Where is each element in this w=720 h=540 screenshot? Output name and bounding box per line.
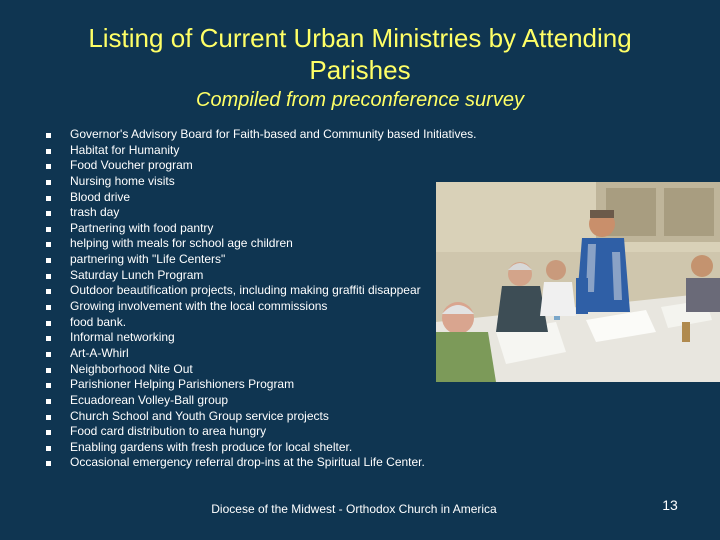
list-item (40, 409, 476, 425)
square-bullet-icon (46, 368, 51, 373)
list-item-text: Parishioner Helping Parishioners Program (70, 377, 295, 392)
list-item-text: food bank. (70, 314, 127, 329)
page-number: 13 (662, 497, 678, 513)
list-item-text: Ecuadorean Volley-Ball group (70, 392, 229, 407)
list-item (40, 377, 476, 393)
list-item-text: helping with meals for school age children (70, 236, 293, 251)
slide-title: Listing of Current Urban Ministries by Attending Parishes (88, 23, 632, 85)
list-item-text: trash day (70, 205, 120, 220)
list-item (40, 440, 476, 456)
square-bullet-icon (46, 289, 51, 294)
list-item (40, 268, 476, 284)
square-bullet-icon (46, 336, 51, 341)
list-item (40, 330, 476, 346)
list-item (40, 393, 476, 409)
list-item (40, 252, 476, 268)
list-item (40, 174, 476, 190)
square-bullet-icon (46, 399, 51, 404)
list-item-text: Blood drive (70, 189, 131, 204)
slide-footer: Diocese of the Midwest - Orthodox Church in America (211, 502, 497, 516)
square-bullet-icon (46, 274, 51, 279)
list-item-text: Art-A-Whirl (70, 345, 129, 360)
square-bullet-icon (46, 133, 51, 138)
list-item (40, 283, 476, 299)
list-item-text: Outdoor beautification projects, including making graffiti disappear (70, 283, 421, 298)
square-bullet-icon (46, 258, 51, 263)
list-item (40, 127, 476, 143)
list-item (40, 221, 476, 237)
list-item-text: Food Voucher program (70, 158, 193, 173)
list-item-text: Informal networking (70, 330, 175, 345)
list-item-text: Enabling gardens with fresh produce for local shelter. (70, 439, 353, 454)
list-item-text: Neighborhood Nite Out (70, 361, 193, 376)
square-bullet-icon (46, 461, 51, 466)
list-item-text: Growing involvement with the local commissions (70, 299, 328, 314)
list-item (40, 236, 476, 252)
list-item (40, 158, 476, 174)
square-bullet-icon (46, 196, 51, 201)
square-bullet-icon (46, 180, 51, 185)
list-item-text: Governor's Advisory Board for Faith-based and Community based Initiatives. (70, 127, 477, 141)
square-bullet-icon (46, 211, 51, 216)
square-bullet-icon (46, 446, 51, 451)
list-item (40, 362, 476, 378)
square-bullet-icon (46, 430, 51, 435)
square-bullet-icon (46, 352, 51, 357)
list-item (40, 190, 476, 206)
list-item (40, 299, 476, 315)
list-item-text: Nursing home visits (70, 173, 175, 188)
list-item-text: Saturday Lunch Program (70, 267, 204, 282)
square-bullet-icon (46, 149, 51, 154)
slide-subtitle: Compiled from preconference survey (196, 89, 524, 111)
list-item-text: Food card distribution to area hungry (70, 424, 267, 439)
list-item (40, 455, 476, 471)
square-bullet-icon (46, 383, 51, 388)
square-bullet-icon (46, 415, 51, 420)
list-item (40, 315, 476, 331)
list-item-text: Occasional emergency referral drop-ins at the Spiritual Life Center. (70, 455, 425, 470)
list-item (40, 205, 476, 221)
list-item-text: Church School and Youth Group service projects (70, 408, 329, 423)
square-bullet-icon (46, 242, 51, 247)
list-item-text: partnering with "Life Centers" (70, 252, 226, 267)
square-bullet-icon (46, 305, 51, 310)
square-bullet-icon (46, 227, 51, 232)
square-bullet-icon (46, 164, 51, 169)
list-item (40, 346, 476, 362)
list-item-text: Habitat for Humanity (70, 142, 180, 157)
list-item (40, 143, 476, 159)
square-bullet-icon (46, 321, 51, 326)
ministries-list (40, 127, 476, 471)
list-item (40, 424, 476, 440)
list-item-text: Partnering with food pantry (70, 220, 214, 235)
meeting-photo (436, 182, 720, 382)
